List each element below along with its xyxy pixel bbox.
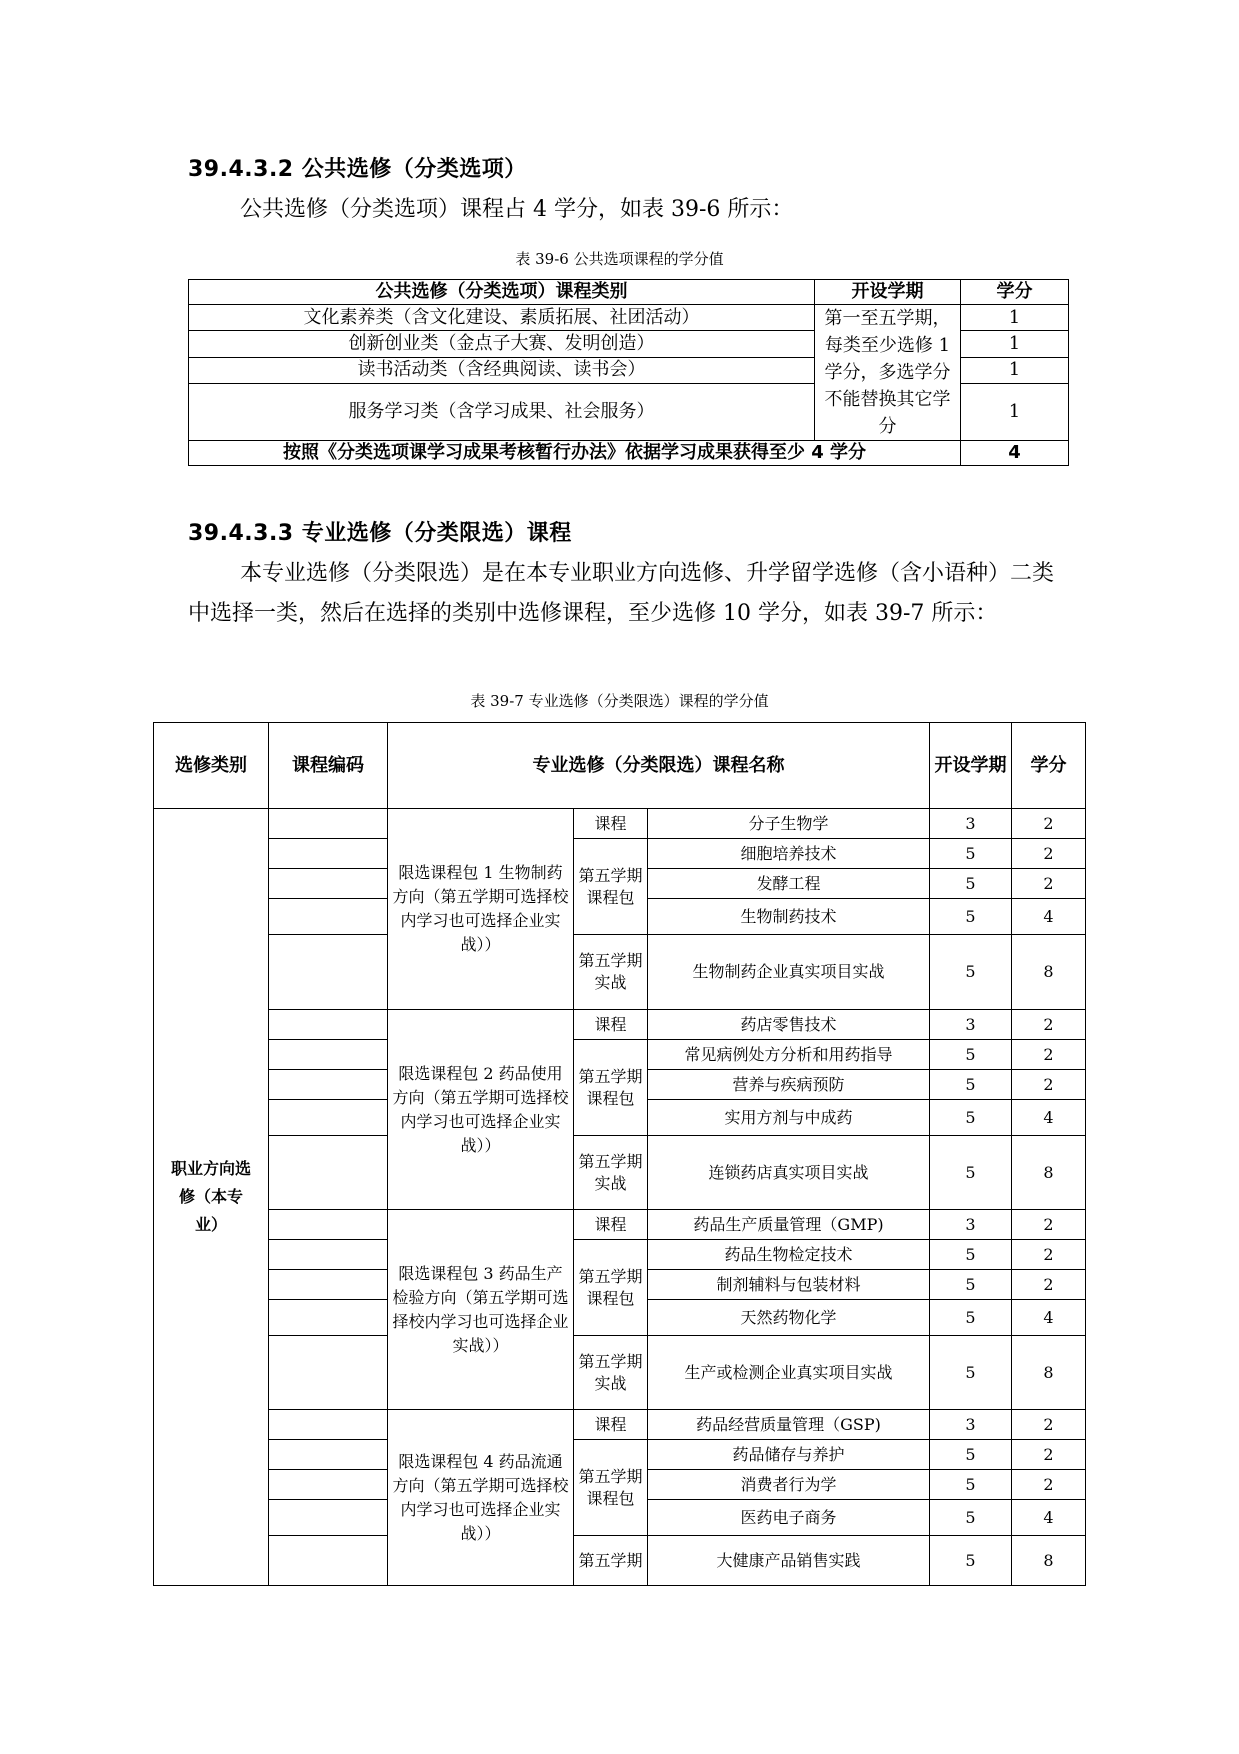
course-semester: 5 xyxy=(930,1270,1012,1300)
course-type: 课程 xyxy=(574,1010,648,1040)
course-name: 消费者行为学 xyxy=(648,1470,930,1500)
course-semester: 5 xyxy=(930,1070,1012,1100)
course-code-cell xyxy=(269,1210,388,1240)
course-credit: 2 xyxy=(1012,1070,1086,1100)
package-label: 限选课程包 1 生物制药方向（第五学期可选择校内学习也可选择企业实战）） xyxy=(388,809,574,1010)
semester-note: 第一至五学期，每类至少选修 1 学分，多选学分不能替换其它学分 xyxy=(815,305,961,441)
course-name: 实用方剂与中成药 xyxy=(648,1100,930,1136)
course-type: 课程 xyxy=(574,809,648,839)
course-type: 课程 xyxy=(574,1210,648,1240)
course-semester: 3 xyxy=(930,1210,1012,1240)
course-credit: 4 xyxy=(1012,1500,1086,1536)
header-semester: 开设学期 xyxy=(815,280,961,305)
course-credit: 2 xyxy=(1012,1410,1086,1440)
category-name: 创新创业类（金点子大赛、发明创造） xyxy=(189,331,815,357)
public-elective-table xyxy=(188,279,1069,466)
category-credit: 1 xyxy=(961,357,1069,383)
category-credit: 1 xyxy=(961,305,1069,331)
course-credit: 8 xyxy=(1012,935,1086,1010)
total-label: 按照《分类选项课学习成果考核暂行办法》依据学习成果获得至少 4 学分 xyxy=(189,441,961,466)
section-heading-public-elective: 39.4.3.2 公共选修（分类选项） xyxy=(188,157,527,182)
table-total-row xyxy=(189,441,1069,466)
header-course-code: 课程编码 xyxy=(269,723,388,809)
total-credit: 4 xyxy=(961,441,1069,466)
course-code-cell xyxy=(269,1040,388,1070)
package-label: 限选课程包 4 药品流通方向（第五学期可选择校内学习也可选择企业实战）） xyxy=(388,1410,574,1586)
course-credit: 2 xyxy=(1012,839,1086,869)
course-code-cell xyxy=(269,1136,388,1210)
course-code-cell xyxy=(269,1410,388,1440)
course-code-cell xyxy=(269,1010,388,1040)
course-name: 发酵工程 xyxy=(648,869,930,899)
package-label: 限选课程包 3 药品生产检验方向（第五学期可选择校内学习也可选择企业实战）） xyxy=(388,1210,574,1410)
course-name: 分子生物学 xyxy=(648,809,930,839)
course-credit: 2 xyxy=(1012,1240,1086,1270)
section-heading-professional-elective: 39.4.3.3 专业选修（分类限选）课程 xyxy=(188,521,572,546)
course-code-cell xyxy=(269,1470,388,1500)
table-row xyxy=(154,839,1086,869)
table-row xyxy=(154,1336,1086,1410)
course-type: 第五学期课程包 xyxy=(574,1040,648,1136)
course-code-cell xyxy=(269,1240,388,1270)
course-code-cell xyxy=(269,899,388,935)
table-header-row xyxy=(154,723,1086,809)
course-name: 生物制药企业真实项目实战 xyxy=(648,935,930,1010)
course-type: 第五学期课程包 xyxy=(574,1440,648,1536)
course-code-cell xyxy=(269,1536,388,1586)
table-row xyxy=(154,1240,1086,1270)
course-credit: 2 xyxy=(1012,809,1086,839)
course-semester: 5 xyxy=(930,1536,1012,1586)
course-name: 营养与疾病预防 xyxy=(648,1070,930,1100)
table-row xyxy=(189,305,1069,331)
elective-category: 职业方向选修（本专业） xyxy=(154,809,269,1586)
table-header-row xyxy=(189,280,1069,305)
course-name: 连锁药店真实项目实战 xyxy=(648,1136,930,1210)
course-name: 药店零售技术 xyxy=(648,1010,930,1040)
course-name: 天然药物化学 xyxy=(648,1300,930,1336)
course-name: 常见病例处方分析和用药指导 xyxy=(648,1040,930,1070)
course-name: 药品生产质量管理（GMP) xyxy=(648,1210,930,1240)
course-code-cell xyxy=(269,1300,388,1336)
course-name: 药品经营质量管理（GSP) xyxy=(648,1410,930,1440)
course-code-cell xyxy=(269,1100,388,1136)
table-row xyxy=(154,809,1086,839)
course-credit: 2 xyxy=(1012,1470,1086,1500)
category-name: 文化素养类（含文化建设、素质拓展、社团活动） xyxy=(189,305,815,331)
table-caption-39-6: 表 39-6 公共选项课程的学分值 xyxy=(515,250,724,268)
course-semester: 5 xyxy=(930,869,1012,899)
course-credit: 4 xyxy=(1012,899,1086,935)
course-credit: 8 xyxy=(1012,1336,1086,1410)
course-credit: 2 xyxy=(1012,1440,1086,1470)
course-type: 第五学期课程包 xyxy=(574,1240,648,1336)
course-semester: 5 xyxy=(930,1300,1012,1336)
course-type: 第五学期实战 xyxy=(574,935,648,1010)
course-type: 第五学期课程包 xyxy=(574,839,648,935)
course-semester: 5 xyxy=(930,1336,1012,1410)
course-type: 第五学期 xyxy=(574,1536,648,1586)
course-semester: 5 xyxy=(930,935,1012,1010)
course-code-cell xyxy=(269,1440,388,1470)
course-name: 生物制药技术 xyxy=(648,899,930,935)
course-credit: 2 xyxy=(1012,1210,1086,1240)
course-name: 医药电子商务 xyxy=(648,1500,930,1536)
header-credit: 学分 xyxy=(961,280,1069,305)
table-caption-39-7: 表 39-7 专业选修（分类限选）课程的学分值 xyxy=(470,692,769,710)
course-type: 第五学期实战 xyxy=(574,1136,648,1210)
header-credit: 学分 xyxy=(1012,723,1086,809)
public-elective-intro: 公共选修（分类选项）课程占 4 学分，如表 39-6 所示： xyxy=(240,197,794,222)
table-row xyxy=(154,1410,1086,1440)
table-row xyxy=(154,935,1086,1010)
table-row xyxy=(154,1010,1086,1040)
course-semester: 5 xyxy=(930,1500,1012,1536)
course-type: 课程 xyxy=(574,1410,648,1440)
table-row xyxy=(154,1210,1086,1240)
header-course-name: 专业选修（分类限选）课程名称 xyxy=(388,723,930,809)
package-label: 限选课程包 2 药品使用方向（第五学期可选择校内学习也可选择企业实战）） xyxy=(388,1010,574,1210)
course-code-cell xyxy=(269,809,388,839)
course-semester: 5 xyxy=(930,1440,1012,1470)
course-code-cell xyxy=(269,839,388,869)
course-semester: 5 xyxy=(930,839,1012,869)
course-credit: 8 xyxy=(1012,1136,1086,1210)
header-semester: 开设学期 xyxy=(930,723,1012,809)
course-name: 药品生物检定技术 xyxy=(648,1240,930,1270)
course-semester: 3 xyxy=(930,1010,1012,1040)
table-row xyxy=(154,1536,1086,1586)
course-semester: 5 xyxy=(930,1136,1012,1210)
course-credit: 2 xyxy=(1012,1040,1086,1070)
professional-elective-table xyxy=(153,722,1086,1586)
table-row xyxy=(154,1440,1086,1470)
course-credit: 2 xyxy=(1012,1270,1086,1300)
course-semester: 5 xyxy=(930,1470,1012,1500)
table-row xyxy=(154,1040,1086,1070)
course-code-cell xyxy=(269,1336,388,1410)
category-name: 服务学习类（含学习成果、社会服务） xyxy=(189,384,815,441)
course-credit: 2 xyxy=(1012,1010,1086,1040)
course-code-cell xyxy=(269,935,388,1010)
course-semester: 5 xyxy=(930,899,1012,935)
course-credit: 8 xyxy=(1012,1536,1086,1586)
course-type: 第五学期实战 xyxy=(574,1336,648,1410)
course-credit: 4 xyxy=(1012,1100,1086,1136)
course-credit: 4 xyxy=(1012,1300,1086,1336)
course-name: 药品储存与养护 xyxy=(648,1440,930,1470)
course-semester: 3 xyxy=(930,809,1012,839)
course-code-cell xyxy=(269,869,388,899)
course-name: 大健康产品销售实践 xyxy=(648,1536,930,1586)
header-category: 公共选修（分类选项）课程类别 xyxy=(189,280,815,305)
table-row xyxy=(154,1136,1086,1210)
course-credit: 2 xyxy=(1012,869,1086,899)
course-code-cell xyxy=(269,1070,388,1100)
course-semester: 3 xyxy=(930,1410,1012,1440)
course-name: 制剂辅料与包装材料 xyxy=(648,1270,930,1300)
course-semester: 5 xyxy=(930,1040,1012,1070)
course-name: 生产或检测企业真实项目实战 xyxy=(648,1336,930,1410)
course-semester: 5 xyxy=(930,1240,1012,1270)
course-name: 细胞培养技术 xyxy=(648,839,930,869)
professional-elective-intro: 本专业选修（分类限选）是在本专业职业方向选修、升学留学选修（含小语种）二类中选择一类，然后在选择的类别中选修课程，至少选修 10 学分，如表 39-7 所示： xyxy=(188,561,1055,626)
category-name: 读书活动类（含经典阅读、读书会） xyxy=(189,357,815,383)
category-credit: 1 xyxy=(961,331,1069,357)
category-credit: 1 xyxy=(961,384,1069,441)
course-code-cell xyxy=(269,1270,388,1300)
course-code-cell xyxy=(269,1500,388,1536)
header-category: 选修类别 xyxy=(154,723,269,809)
course-semester: 5 xyxy=(930,1100,1012,1136)
